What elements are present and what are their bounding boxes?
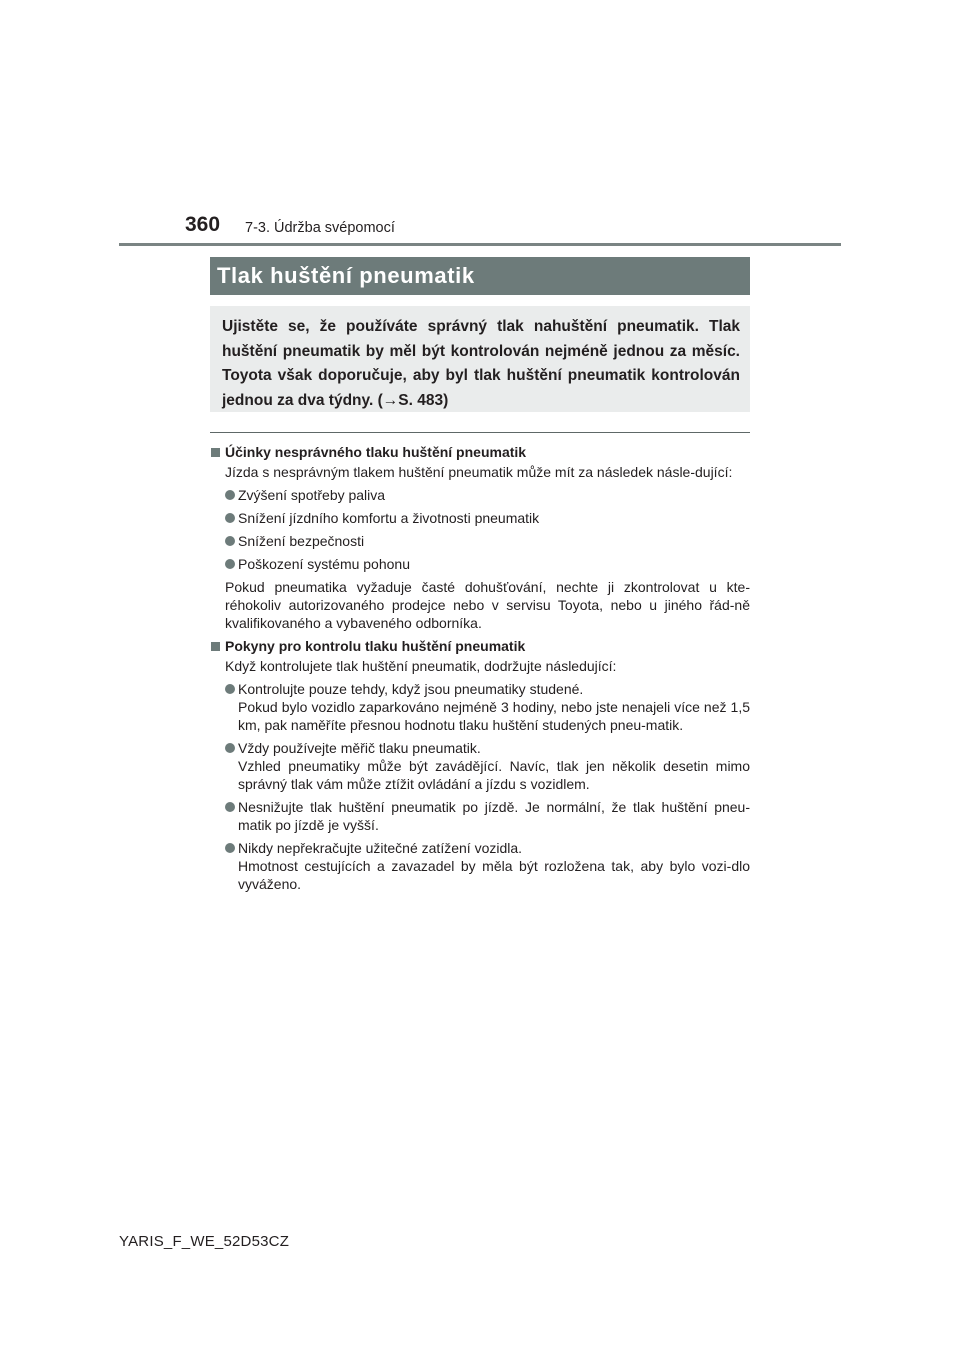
- subheading-label: Účinky nesprávného tlaku huštění pneumatik: [225, 444, 527, 460]
- subheading-instructions: [210, 637, 750, 655]
- circle-bullet-icon: [225, 843, 235, 853]
- list-item-text: Vždy používejte měřič tlaku pneumatik.: [238, 740, 481, 756]
- list-item: [210, 839, 750, 893]
- circle-bullet-icon: [225, 559, 235, 569]
- intro-box: Ujistěte se, že používáte správný tlak nahuštění pneumatik. Tlak huštění pneumatik by měl být kontrolován nejméně jednou za měsíc. Toyota však doporučuje, aby byl tlak huštění pneumatik kontrolován jednou za dva týdny. (→S. 483): [210, 306, 750, 412]
- list-item-text: Nesnižujte tlak huštění pneumatik po jízdě. Je normální, že tlak huštění pneu-matik po jízdě je vyšší.: [238, 799, 750, 833]
- list-item-text: Snížení bezpečnosti: [238, 533, 365, 549]
- circle-bullet-icon: [225, 743, 235, 753]
- paragraph: Když kontrolujete tlak huštění pneumatik, dodržujte následující:: [225, 658, 617, 674]
- circle-bullet-icon: [225, 490, 235, 500]
- list-item-text: Nikdy nepřekračujte užitečné zatížení vozidla.: [238, 840, 523, 856]
- list-item: [210, 680, 750, 734]
- page-title: Tlak huštění pneumatik: [217, 263, 475, 288]
- list-item: [210, 532, 750, 550]
- list-item-text: Kontrolujte pouze tehdy, když jsou pneumatiky studené.: [238, 681, 584, 697]
- list-item: [210, 555, 750, 573]
- square-bullet-icon: [211, 642, 220, 651]
- list-item-detail: Pokud bylo vozidlo zaparkováno nejméně 3 hodiny, nebo jste nenajeli více než 1,5 km, pak naměříte přesnou hodnotu tlaku huštění studených pneu-matik.: [238, 699, 750, 733]
- circle-bullet-icon: [225, 684, 235, 694]
- header-rule: [119, 243, 841, 246]
- list-item: [210, 739, 750, 793]
- list-item: [210, 798, 750, 834]
- subheading-label: Pokyny pro kontrolu tlaku huštění pneumatik: [225, 638, 526, 654]
- content-rule: [210, 432, 750, 433]
- circle-bullet-icon: [225, 513, 235, 523]
- list-item-text: Snížení jízdního komfortu a životnosti pneumatik: [238, 510, 540, 526]
- list-item-detail: Vzhled pneumatiky může být zavádějící. Navíc, tlak jen několik desetin mimo správný tlak vám může ztížit ovládání a jízdu s vozidlem.: [238, 758, 750, 792]
- paragraph: Jízda s nesprávným tlakem huštění pneumatik může mít za následek násle-dující:: [225, 464, 733, 480]
- list-item: [210, 486, 750, 504]
- list-item: [210, 509, 750, 527]
- list-item-detail: Hmotnost cestujících a zavazadel by měla být rozložena tak, aby bylo vozi-dlo vyváženo.: [238, 858, 750, 892]
- content: [210, 440, 750, 898]
- circle-bullet-icon: [225, 536, 235, 546]
- circle-bullet-icon: [225, 802, 235, 812]
- paragraph-note: Pokud pneumatika vyžaduje časté dohušťování, nechte ji zkontrolovat u kte-réhokoliv autorizovaného prodejce nebo v servisu Toyota, nebo u jiného řád-ně kvalifikovaného a vybaveného odborníka.: [225, 579, 750, 631]
- page-number: 360: [185, 213, 221, 236]
- footer-code: YARIS_F_WE_52D53CZ: [119, 1233, 290, 1250]
- section-path: 7-3. Údržba svépomocí: [245, 220, 395, 236]
- subheading-effects: [210, 443, 750, 461]
- list-item-text: Poškození systému pohonu: [238, 556, 410, 572]
- title-bar: [210, 257, 750, 295]
- list-item-text: Zvýšení spotřeby paliva: [238, 487, 386, 503]
- square-bullet-icon: [211, 448, 220, 457]
